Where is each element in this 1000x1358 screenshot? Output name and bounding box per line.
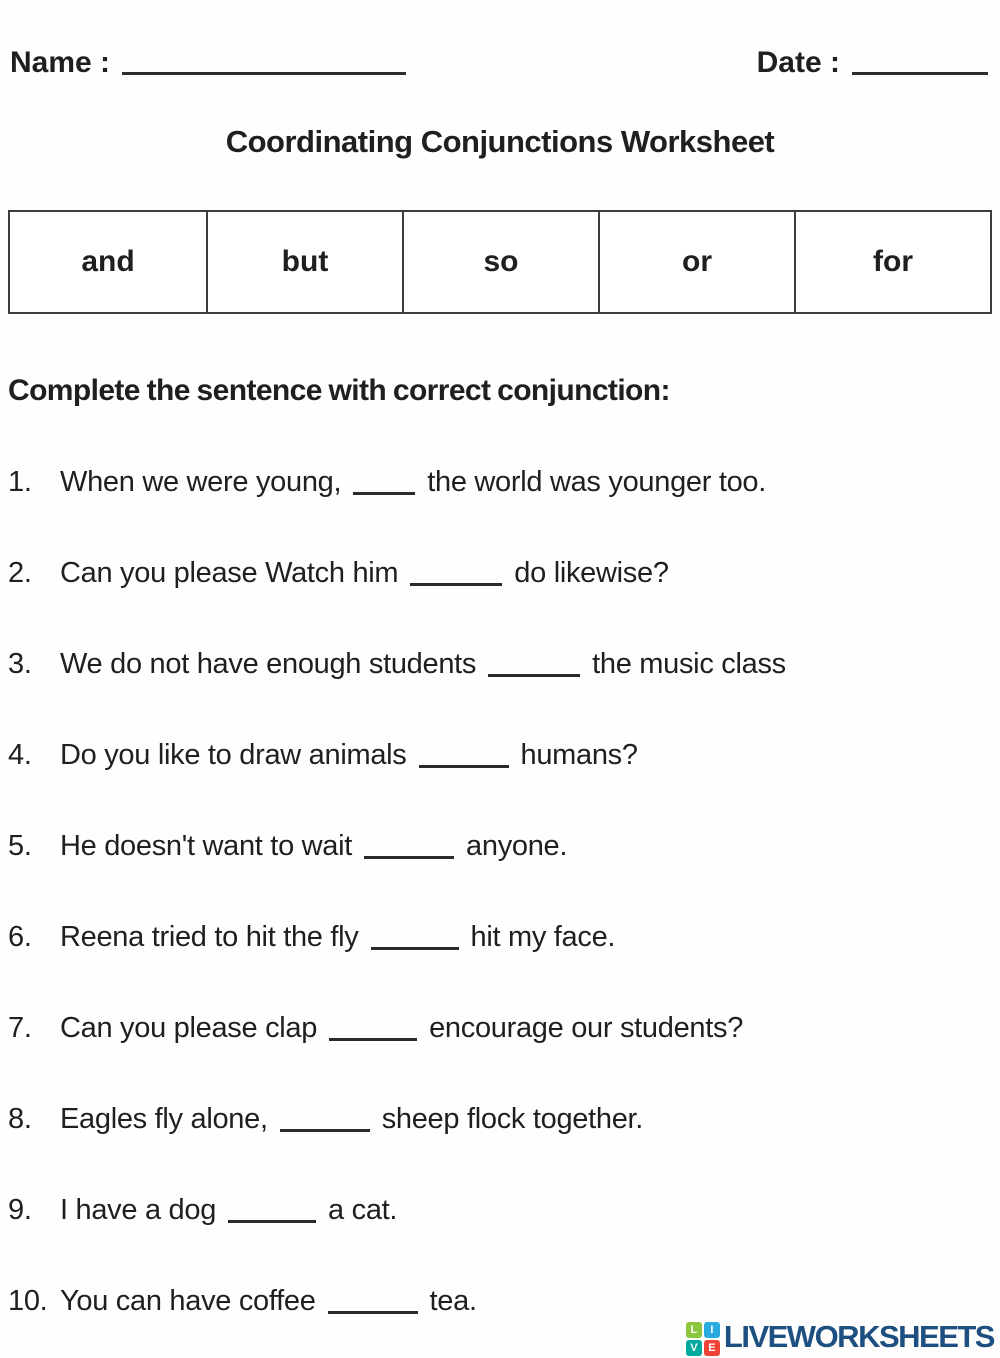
- question-after: anyone.: [466, 830, 568, 862]
- answer-blank[interactable]: [280, 1129, 370, 1132]
- answer-blank[interactable]: [353, 492, 415, 495]
- question-text: [60, 1101, 990, 1137]
- question-number: 9.: [8, 1194, 32, 1226]
- answer-blank[interactable]: [419, 765, 509, 768]
- question-after: encourage our students?: [429, 1012, 744, 1044]
- question-number: 5.: [8, 830, 32, 862]
- question-number: 2.: [8, 557, 32, 589]
- question-number: 8.: [8, 1103, 32, 1135]
- name-field: [10, 46, 406, 80]
- date-field: [757, 46, 988, 80]
- question-text: [60, 1010, 990, 1046]
- answer-blank[interactable]: [364, 856, 454, 859]
- question-before: Eagles fly alone,: [60, 1103, 268, 1135]
- question-row: [8, 464, 990, 500]
- word-bank-cell: but: [206, 212, 402, 312]
- question-number: 1.: [8, 466, 32, 498]
- header: [0, 0, 1000, 80]
- logo-square-v: V: [686, 1340, 702, 1356]
- name-blank-line[interactable]: [122, 72, 406, 75]
- question-number: 10.: [8, 1285, 48, 1317]
- question-text: [60, 646, 990, 682]
- instruction-text: Complete the sentence with correct conjunction:: [8, 374, 670, 407]
- question-before: When we were young,: [60, 466, 342, 498]
- logo-square-i: I: [704, 1322, 720, 1338]
- question-row: [8, 828, 990, 864]
- question-before: Can you please clap: [60, 1012, 318, 1044]
- question-text: [60, 1283, 990, 1319]
- question-row: [8, 646, 990, 682]
- question-number: 4.: [8, 739, 32, 771]
- question-before: Do you like to draw animals: [60, 739, 407, 771]
- answer-blank[interactable]: [371, 947, 459, 950]
- question-row: [8, 1010, 990, 1046]
- question-after: a cat.: [328, 1194, 398, 1226]
- word-bank-cell: or: [598, 212, 794, 312]
- answer-blank[interactable]: [410, 583, 502, 586]
- question-row: [8, 555, 990, 591]
- word-bank-cell: so: [402, 212, 598, 312]
- logo-square-l: L: [686, 1322, 702, 1338]
- question-text: [60, 919, 990, 955]
- question-number: 7.: [8, 1012, 32, 1044]
- question-row: [8, 1192, 990, 1228]
- question-row: [8, 737, 990, 773]
- question-after: do likewise?: [514, 557, 669, 589]
- word-bank-cell: and: [81, 245, 135, 278]
- date-blank-line[interactable]: [852, 72, 988, 75]
- liveworksheets-wordmark: LIVEWORKSHEETS: [723, 1319, 994, 1354]
- question-after: sheep flock together.: [381, 1103, 644, 1135]
- question-before: He doesn't want to wait: [60, 830, 353, 862]
- question-text: [60, 828, 990, 864]
- date-label: Date :: [756, 46, 840, 79]
- question-after: tea.: [429, 1285, 477, 1317]
- name-label: Name :: [10, 46, 111, 79]
- question-number: 3.: [8, 648, 32, 680]
- question-list: [8, 464, 990, 1319]
- question-before: Can you please Watch him: [60, 557, 399, 589]
- question-before: Reena tried to hit the fly: [60, 921, 359, 953]
- word-bank-table: [8, 210, 992, 314]
- word-bank-cell: for: [794, 212, 990, 312]
- logo-square-e: E: [704, 1340, 720, 1356]
- answer-blank[interactable]: [488, 674, 580, 677]
- question-after: hit my face.: [470, 921, 616, 953]
- question-text: [60, 555, 990, 591]
- question-before: I have a dog: [60, 1194, 217, 1226]
- answer-blank[interactable]: [328, 1311, 418, 1314]
- question-after: the world was younger too.: [427, 466, 767, 498]
- question-after: the music class: [592, 648, 786, 680]
- question-row: [8, 1101, 990, 1137]
- liveworksheets-icon: [686, 1322, 720, 1356]
- question-text: [60, 1192, 990, 1228]
- question-row: [8, 919, 990, 955]
- question-after: humans?: [520, 739, 638, 771]
- question-before: We do not have enough students: [60, 648, 477, 680]
- question-text: [60, 464, 990, 500]
- answer-blank[interactable]: [228, 1220, 316, 1223]
- question-number: 6.: [8, 921, 32, 953]
- page-title: Coordinating Conjunctions Worksheet: [225, 124, 775, 159]
- question-text: [60, 737, 990, 773]
- liveworksheets-logo[interactable]: [686, 1318, 994, 1356]
- answer-blank[interactable]: [329, 1038, 417, 1041]
- question-row: [8, 1283, 990, 1319]
- question-before: You can have coffee: [60, 1285, 316, 1317]
